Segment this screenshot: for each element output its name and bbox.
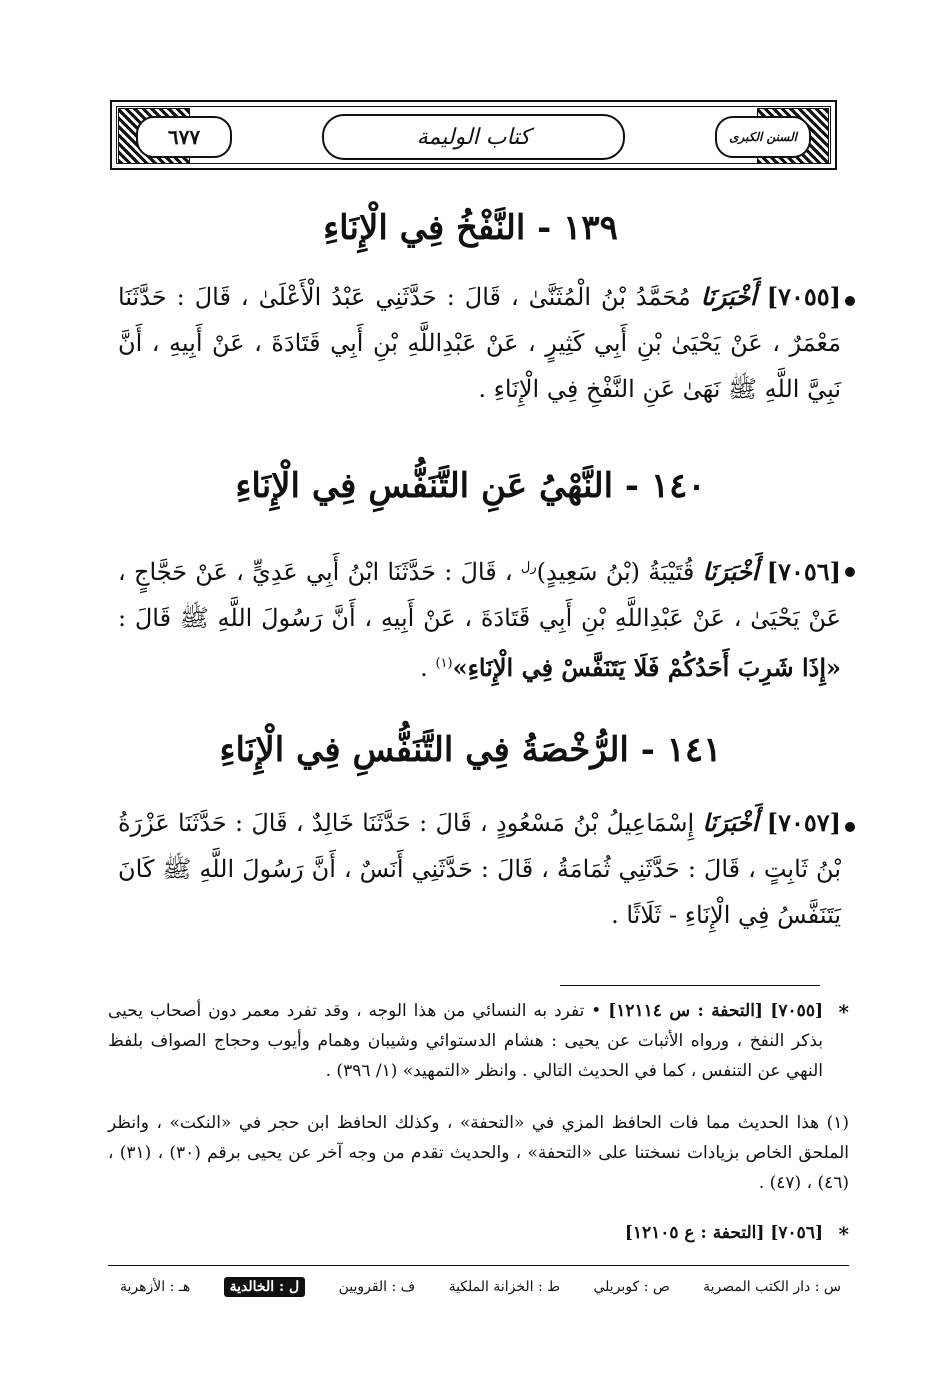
legend-item: س : دار الكتب المصرية [703,1279,841,1295]
legend-separator [108,1265,849,1266]
bullet [845,822,855,832]
narration-word: أَخْبَرَنَا [702,557,759,586]
manuscript-legend [120,1272,841,1302]
footnote-7056 [108,1218,823,1248]
chapter-title-139: ١٣٩ - النَّفْخُ فِي الْإِنَاءِ [323,208,618,248]
chapter-title-140: ١٤٠ - النَّهْيُ عَنِ التَّنَفُّسِ فِي الْإِنَاءِ [235,466,706,506]
hadith-ref: [٧٠٥٥] [766,282,841,311]
hadith-text-middle: ، قَالَ : حَدَّثَنَا ابْنُ أَبِي عَدِيٍّ ، عَنْ حَجَّاجٍ ، عَنْ يَحْيَىٰ ، عَنْ عَبْدِاللَّهِ بْنِ أَبِي قَتَادَةَ ، عَنْ أَبِيهِ ، أَنَّ رَسُولَ اللَّهِ ﷺ قَالَ : [118,558,841,632]
hadith-quote: «إِذَا شَرِبَ أَحَدُكُمْ فَلَا يَتَنَفَّسْ فِي الْإِنَاءِ» [452,653,841,682]
bullet [845,296,855,306]
hadith-7056 [118,545,841,691]
legend-item: هـ : الأزهرية [120,1279,191,1295]
legend-item: ف : القرويين [338,1279,416,1295]
footnote-star: * [838,1222,849,1246]
footnote-text: • تفرد به النسائي من هذا الوجه ، وقد تفرد معمر دون أصحاب يحيى بذكر النفخ ، ورواه الأثبات عن يحيى : هشام الدستوائي وشيبان وهمام وأيوب وحجاج الصواف بلفظ النهي عن التنفس ، كما في الحديث التالي . وانظر «التمهيد» (١/ ٣٩٦) . [108,1001,823,1081]
hadith-ref: [٧٠٥٧] [766,808,841,837]
chapter-title-141: ١٤١ - الرُّخْصَةُ فِي التَّنَفُّسِ فِي الْإِنَاءِ [219,730,722,770]
hadith-text-before: قُتَيْبَةُ (بْنُ سَعِيدٍ) [536,558,695,586]
hadith-text: مُحَمَّدُ بْنُ الْمُثَنَّىٰ ، قَالَ : حَدَّثَنِي عَبْدُ الْأَعْلَىٰ ، قَالَ : حَدَّثَنَا مَعْمَرٌ ، عَنْ يَحْيَىٰ بْنِ أَبِي كَثِيرٍ ، عَنْ عَبْدِاللَّهِ بْنِ أَبِي قَتَادَةَ ، عَنْ أَبِيهِ ، أَنَّ نَبِيَّ اللَّهِ ﷺ نَهَىٰ عَنِ النَّفْخِ فِي الْإِنَاءِ . [118,283,841,403]
legend-item: ص : كوبريلي [593,1279,670,1295]
narration-word: أَخْبَرَنَا [700,282,757,311]
narration-word: أَخْبَرَنَا [702,808,759,837]
book-badge: السنن الكبرى [715,116,811,158]
footnote-7055 [108,996,823,1086]
hadith-7057 [118,800,841,938]
bullet [845,567,855,577]
footnote-ref: [٧٠٥٦] [التحفة : ع ١٢١٠٥] [624,1223,823,1243]
footnote-mark: (١) [435,656,453,671]
hadith-ref: [٧٠٥٦] [766,557,842,586]
hadith-text: إِسْمَاعِيلُ بْنُ مَسْعُودٍ ، قَالَ : حَدَّثَنَا خَالِدٌ ، قَالَ : حَدَّثَنَا عَزْرَةُ بْنُ ثَابِتٍ ، قَالَ : حَدَّثَنِي ثُمَامَةُ ، قَالَ : حَدَّثَنِي أَنَسٌ ، أَنَّ رَسُولَ اللَّهِ ﷺ كَانَ يَتَنَفَّسُ فِي الْإِنَاءِ - ثَلَاثًا . [118,809,841,929]
footnote-ref: [٧٠٥٥] [التحفة : س ١٢١١٤] [608,1001,823,1021]
legend-item-highlighted: ل : الخالدية [224,1277,306,1297]
page-header [110,100,837,170]
legend-item: ط : الخزانة الملكية [448,1279,561,1295]
footnote-separator [560,985,820,986]
running-title: كتاب الوليمة [322,114,625,160]
footnote-1: (١) هذا الحديث مما فات الحافظ المزي في «التحفة» ، وكذلك الحافظ ابن حجر في «النكت» ، وانظر الملحق الخاص بزيادات نسختنا على «التحفة» ، والحديث تقدم من وجه آخر عن يحيى برقم (٣٠) ، (٣١) ، (٤٦) ، (٤٧) . [108,1113,850,1193]
hadith-end: . [420,654,428,682]
hadith-7055 [118,274,841,412]
page-number: ٦٧٧ [136,116,232,158]
footnote-star: * [838,1000,849,1024]
manuscript-marker: رل [520,560,537,575]
